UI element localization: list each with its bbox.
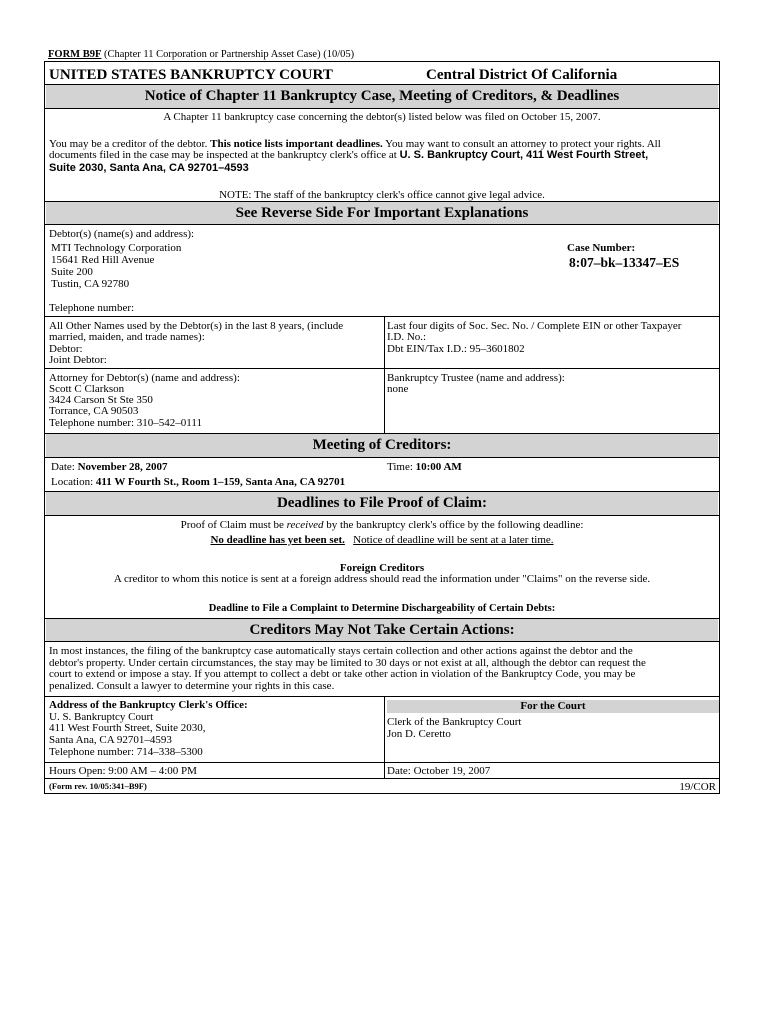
form-revision: (Form rev. 10/05:341–B9F) [49,781,147,791]
debtor-telephone-label: Telephone number: [49,302,135,314]
case-number: 8:07–bk–13347–ES [569,255,680,270]
debtor-name: MTI Technology Corporation [51,242,182,254]
page-code: 19/COR [679,781,716,793]
for-the-court-title: For the Court [387,700,719,713]
intro-line-2: documents filed in the case may be inspected at the bankruptcy clerk's office at U. S. Bankruptcy Court, 411 West Fourth Street, [49,149,649,161]
hours-open: Hours Open: 9:00 AM – 4:00 PM [49,765,197,777]
meeting-time: Time: 10:00 AM [387,461,462,473]
form-identifier: FORM B9F (Chapter 11 Corporation or Partnership Asset Case) (10/05) [48,49,355,60]
attorney-name: Scott C Clarkson [49,383,125,395]
other-names-joint-debtor: Joint Debtor: [49,354,107,366]
actions-text-1: In most instances, the filing of the bankruptcy case automatically stays certain collection and other actions against the debtor and the [49,645,633,657]
notice-title: Notice of Chapter 11 Bankruptcy Case, Meeting of Creditors, & Deadlines [46,85,718,108]
actions-text-4: penalized. Consult a lawyer to determine your rights in this case. [49,680,335,692]
trustee-name: none [387,383,409,395]
proof-of-claim-line: Proof of Claim must be received by the bankruptcy clerk's office by the following deadline: [180,519,584,531]
other-names-label-1: All Other Names used by the Debtor(s) in the last 8 years, (include [49,320,344,332]
claim-deadline-line: No deadline has yet been set. Notice of deadline will be sent at a later time. [210,534,554,546]
clerk-office-name: U. S. Bankruptcy Court [49,711,154,723]
reverse-side-title: See Reverse Side For Important Explanations [46,202,718,224]
actions-text-3: court to extend or impose a stay. If you attempt to collect a debt or take other action in violation of the Bankruptcy Code, you may be [49,668,636,680]
clerk-office-telephone: Telephone number: 714–338–5300 [49,746,203,758]
filed-statement: A Chapter 11 bankruptcy case concerning the debtor(s) listed below was filed on October 15, 2007. [163,111,601,123]
clerk-name: Jon D. Ceretto [387,728,451,740]
meeting-date: Date: November 28, 2007 [51,461,168,473]
foreign-creditors-text: A creditor to whom this notice is sent at a foreign address should read the information under "Claims" on the reverse side. [113,573,651,585]
ssn-label-2: I.D. No.: [387,331,427,343]
clerk-title: Clerk of the Bankruptcy Court [387,716,522,728]
debtor-address-3: Tustin, CA 92780 [51,278,130,290]
court-district: Central District Of California [426,67,618,83]
attorney-telephone: Telephone number: 310–542–0111 [49,417,202,429]
notice-date: Date: October 19, 2007 [387,765,491,777]
court-name: UNITED STATES BANKRUPTCY COURT [49,67,333,83]
debtor-address-1: 15641 Red Hill Avenue [51,254,155,266]
debtor-label: Debtor(s) (name(s) and address): [49,228,195,240]
tax-id: Dbt EIN/Tax I.D.: 95–3601802 [387,343,525,355]
other-names-label-2: married, maiden, and trade names): [49,331,205,343]
meeting-location: Location: 411 W Fourth St., Room 1–159, Santa Ana, CA 92701 [51,476,346,488]
clerk-office-title: Address of the Bankruptcy Clerk's Office: [49,699,248,711]
clerk-address-inline: Suite 2030, Santa Ana, CA 92701–4593 [49,162,249,174]
deadlines-title: Deadlines to File Proof of Claim: [46,492,718,515]
foreign-creditors-title: Foreign Creditors [339,562,425,574]
attorney-label: Attorney for Debtor(s) (name and address): [49,372,240,384]
clerk-office-address-1: 411 West Fourth Street, Suite 2030, [49,722,206,734]
complaint-deadline: Deadline to File a Complaint to Determine Dischargeability of Certain Debts: [208,603,556,614]
actions-title: Creditors May Not Take Certain Actions: [46,619,718,641]
attorney-address-2: Torrance, CA 90503 [49,405,139,417]
intro-line-1: You may be a creditor of the debtor. This notice lists important deadlines. You may want to consult an attorney to protect your rights. All [49,138,661,150]
other-names-debtor: Debtor: [49,343,83,355]
case-number-label: Case Number: [567,242,636,254]
actions-text-2: debtor's property. Under certain circumstances, the stay may be limited to 30 days or not exist at all, although the debtor can request the [49,657,646,669]
notice-form [44,61,720,794]
trustee-label: Bankruptcy Trustee (name and address): [387,372,565,384]
legal-advice-note: NOTE: The staff of the bankruptcy clerk's office cannot give legal advice. [219,189,545,201]
debtor-address-2: Suite 200 [51,266,93,278]
ssn-label-1: Last four digits of Soc. Sec. No. / Complete EIN or other Taxpayer [387,320,682,332]
meeting-title: Meeting of Creditors: [46,434,718,457]
clerk-office-address-2: Santa Ana, CA 92701–4593 [49,734,172,746]
attorney-address-1: 3424 Carson St Ste 350 [49,394,153,406]
